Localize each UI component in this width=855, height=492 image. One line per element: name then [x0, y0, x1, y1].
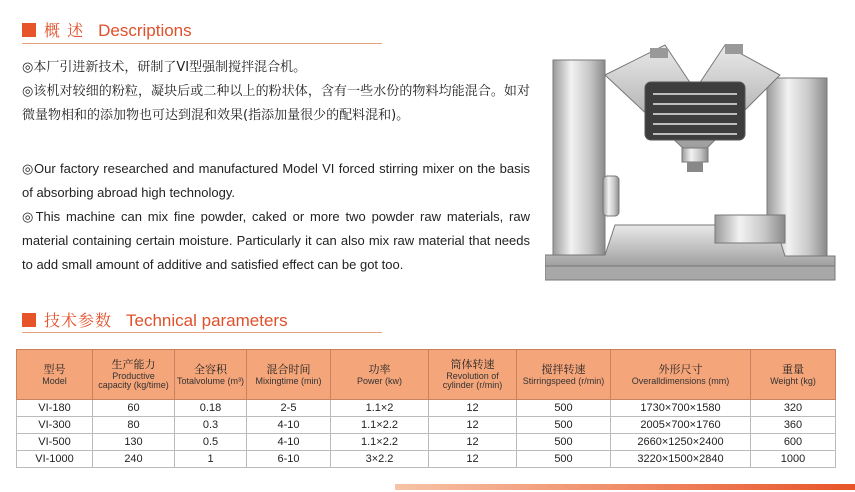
- table-cell: 1.1×2.2: [331, 417, 429, 434]
- column-header-en: Mixingtime (min): [255, 375, 322, 386]
- heading-square-icon: [22, 313, 36, 327]
- table-cell: 12: [429, 400, 517, 417]
- table-cell: VI-1000: [17, 451, 93, 468]
- table-row: [17, 400, 836, 417]
- table-cell: 2005×700×1760: [611, 417, 751, 434]
- descriptions-divider: [22, 43, 382, 44]
- descriptions-heading: [22, 18, 192, 41]
- v-mixer-machine-image: [545, 30, 845, 292]
- column-header: [517, 350, 611, 400]
- column-header-en: Productive capacity (kg/time): [98, 371, 169, 390]
- column-header-zh: 搅拌转速: [541, 362, 586, 376]
- table-cell: 1: [175, 451, 247, 468]
- column-header: [93, 350, 175, 400]
- table-cell: 12: [429, 434, 517, 451]
- table-cell: 240: [93, 451, 175, 468]
- description-paragraph-2: ◎该机对较细的粉粒，凝块后或二种以上的粉状体，含有一些水份的物料均能混合。如对微量物相和的添加物也可达到混和效果(指添加量很少的配料混和)。: [22, 84, 530, 123]
- table-cell: 0.5: [175, 434, 247, 451]
- table-cell: 360: [751, 417, 836, 434]
- table-cell: 60: [93, 400, 175, 417]
- table-cell: VI-300: [17, 417, 93, 434]
- column-header-en: Totalvolume (m³): [177, 375, 245, 386]
- descriptions-en-title: Descriptions: [98, 21, 192, 40]
- table-cell: 500: [517, 451, 611, 468]
- parameters-en-title: Technical parameters: [126, 311, 288, 330]
- column-header: [17, 350, 93, 400]
- table-cell: 320: [751, 400, 836, 417]
- table-cell: 1000: [751, 451, 836, 468]
- column-header-en: Stirringspeed (r/min): [522, 375, 605, 386]
- column-header: [751, 350, 836, 400]
- column-header-zh: 混合时间: [266, 362, 311, 376]
- heading-square-icon: [22, 23, 36, 37]
- column-header: [331, 350, 429, 400]
- column-header: [175, 350, 247, 400]
- table-cell: 12: [429, 451, 517, 468]
- column-header: [429, 350, 517, 400]
- table-row: [17, 417, 836, 434]
- table-cell: 500: [517, 417, 611, 434]
- table-cell: 1.1×2: [331, 400, 429, 417]
- description-paragraph-3: ◎Our factory researched and manufactured Model VI forced stirring mixer on the basis of absorbing abroad high technology.: [22, 161, 530, 200]
- column-header-zh: 功率: [368, 362, 391, 376]
- parameters-zh-title: 技术参数: [44, 311, 113, 330]
- column-header-zh: 筒体转速: [450, 358, 495, 371]
- table-cell: 600: [751, 434, 836, 451]
- column-header-en: Revolution of cylinder (r/min): [442, 371, 503, 390]
- table-cell: VI-500: [17, 434, 93, 451]
- table-cell: VI-180: [17, 400, 93, 417]
- column-header-en: Weight (kg): [770, 375, 816, 386]
- column-header-en: Power (kw): [356, 375, 402, 386]
- parameters-heading: [22, 308, 288, 331]
- table-cell: 3220×1500×2840: [611, 451, 751, 468]
- table-cell: 2-5: [247, 400, 331, 417]
- column-header-en: Model: [42, 375, 67, 386]
- description-paragraph-1: ◎本厂引进新技术，研制了VI型强制搅拌混合机。: [22, 60, 307, 75]
- table-cell: 4-10: [247, 434, 331, 451]
- table-header-row: [17, 350, 836, 400]
- column-header-zh: 外形尺寸: [658, 362, 703, 376]
- table-cell: 6-10: [247, 451, 331, 468]
- column-header-zh: 全容积: [194, 362, 227, 376]
- description-paragraph-4: ◎This machine can mix fine powder, caked or more two powder raw materials, raw material containing certain moisture. Particularly it can also mix raw material that needs to add small amount of additive and satisfied effect can be got too.: [22, 209, 530, 272]
- table-cell: 12: [429, 417, 517, 434]
- table-row: [17, 451, 836, 468]
- table-cell: 3×2.2: [331, 451, 429, 468]
- footer-accent-bar: [395, 484, 855, 490]
- table-cell: 500: [517, 434, 611, 451]
- table-cell: 4-10: [247, 417, 331, 434]
- column-header-zh: 生产能力: [111, 358, 156, 371]
- table-cell: 2660×1250×2400: [611, 434, 751, 451]
- column-header-en: Overalldimensions (mm): [631, 375, 730, 386]
- table-row: [17, 434, 836, 451]
- table-cell: 1730×700×1580: [611, 400, 751, 417]
- table-cell: 0.3: [175, 417, 247, 434]
- table-cell: 80: [93, 417, 175, 434]
- table-cell: 500: [517, 400, 611, 417]
- column-header: [611, 350, 751, 400]
- column-header-zh: 重量: [782, 362, 804, 376]
- descriptions-zh-title: 概 述: [44, 21, 85, 40]
- parameters-divider: [22, 332, 382, 333]
- column-header: [247, 350, 331, 400]
- table-cell: 0.18: [175, 400, 247, 417]
- table-cell: 1.1×2.2: [331, 434, 429, 451]
- technical-parameters-table: [16, 349, 836, 468]
- column-header-zh: 型号: [43, 362, 66, 376]
- table-cell: 130: [93, 434, 175, 451]
